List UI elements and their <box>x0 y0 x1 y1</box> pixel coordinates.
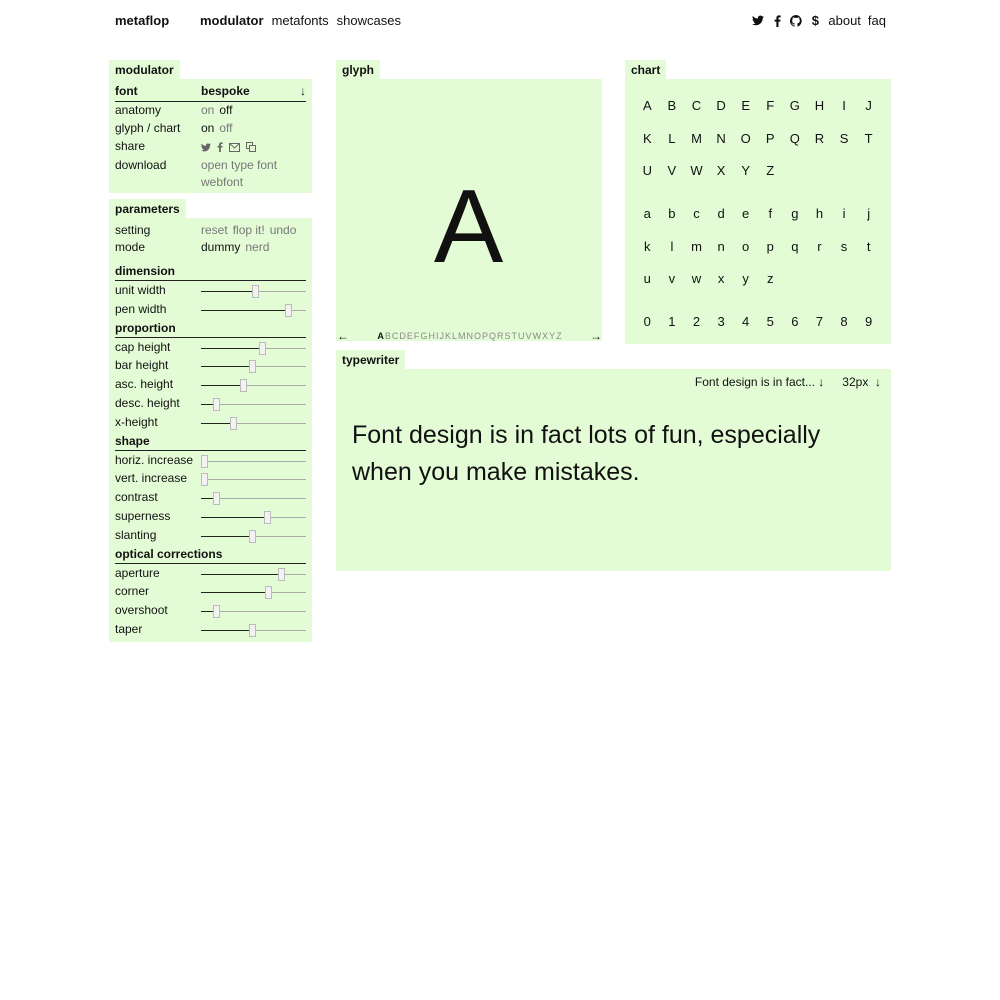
parameter-slider[interactable] <box>201 479 306 480</box>
chart-glyph[interactable]: K <box>642 130 652 146</box>
dollar-icon[interactable]: $ <box>811 13 819 28</box>
glyph-tab: glyph <box>336 60 380 79</box>
top-bar <box>115 13 886 31</box>
chart-glyph[interactable]: r <box>817 238 822 254</box>
slider-thumb[interactable] <box>264 511 271 524</box>
glyphchart-off-toggle[interactable]: off <box>219 121 233 135</box>
mode-nerd-toggle[interactable]: nerd <box>245 240 270 254</box>
parameter-label: cap height <box>115 339 171 354</box>
share-facebook-icon[interactable] <box>217 141 223 155</box>
chart-glyph[interactable]: y <box>742 271 749 286</box>
chart-glyph[interactable]: Z <box>766 163 775 178</box>
slider-thumb[interactable] <box>213 398 220 411</box>
parameter-label: contrast <box>115 490 158 505</box>
parameter-row <box>115 358 306 374</box>
parameter-label: pen width <box>115 301 167 316</box>
anatomy-on-toggle[interactable]: on <box>201 103 215 117</box>
glyph-letter[interactable]: L <box>451 331 457 341</box>
parameter-slider[interactable] <box>201 461 306 462</box>
slider-thumb[interactable] <box>252 285 259 298</box>
glyph-letter[interactable]: E <box>406 331 413 341</box>
modulator-panel <box>109 79 312 193</box>
chart-glyph[interactable]: U <box>642 163 652 178</box>
chart-glyph[interactable]: S <box>839 130 849 146</box>
share-mail-icon[interactable] <box>229 141 240 155</box>
parameter-slider[interactable] <box>201 423 306 424</box>
parameter-row <box>115 490 306 506</box>
parameter-label: desc. height <box>115 396 180 410</box>
parameter-row <box>115 396 306 412</box>
glyph-letter[interactable]: R <box>497 331 504 341</box>
glyph-letter[interactable]: B <box>384 331 391 341</box>
section-heading: proportion <box>115 321 306 338</box>
glyph-letter[interactable]: F <box>413 331 420 341</box>
chart-glyph[interactable]: v <box>668 271 676 286</box>
share-twitter-icon[interactable] <box>201 141 211 155</box>
font-select[interactable]: bespoke <box>201 84 250 98</box>
parameter-slider[interactable] <box>201 291 306 292</box>
slider-thumb[interactable] <box>213 492 220 505</box>
anatomy-row <box>115 103 306 119</box>
parameter-label: x-height <box>115 414 158 429</box>
share-row <box>115 139 306 155</box>
download-row-2 <box>115 175 306 191</box>
chart-glyph[interactable]: p <box>766 238 774 254</box>
slider-thumb[interactable] <box>259 342 266 355</box>
slider-thumb[interactable] <box>213 605 220 618</box>
chart-glyph[interactable]: B <box>667 98 677 113</box>
parameter-row <box>115 622 306 638</box>
faq-link[interactable]: faq <box>867 13 886 28</box>
parameter-slider[interactable] <box>201 611 306 612</box>
chart-glyph[interactable]: Q <box>789 130 800 146</box>
glyphchart-row <box>115 121 306 137</box>
typewriter-controls <box>695 375 881 389</box>
typewriter-text[interactable]: Font design is in fact lots of fun, especially when you make mistakes. <box>352 421 821 486</box>
slider-thumb[interactable] <box>249 530 256 543</box>
chart-glyph[interactable]: H <box>814 98 825 113</box>
chart-panel <box>625 79 891 344</box>
chart-glyph[interactable]: A <box>642 98 652 113</box>
flop-it-button[interactable]: flop it! <box>232 223 265 237</box>
parameter-slider[interactable] <box>201 498 306 499</box>
section-heading: optical corrections <box>115 547 306 564</box>
parameter-label: overshoot <box>115 603 168 618</box>
slider-fill <box>201 592 265 593</box>
chart-glyph[interactable]: 4 <box>742 314 750 329</box>
parameter-row <box>115 509 306 525</box>
chart-glyph[interactable]: M <box>691 130 702 146</box>
parameter-label: asc. height <box>115 377 174 392</box>
glyph-letter[interactable]: A <box>377 331 384 341</box>
parameter-slider[interactable] <box>201 630 306 631</box>
glyph-letter[interactable]: C <box>391 331 399 341</box>
parameter-slider[interactable] <box>201 574 306 575</box>
parameter-row <box>115 340 306 356</box>
chart-glyph[interactable]: N <box>716 130 726 146</box>
about-link[interactable]: about <box>828 13 861 28</box>
parameter-label: aperture <box>115 565 160 580</box>
chart-glyph[interactable]: n <box>717 238 725 254</box>
chart-glyph[interactable]: u <box>643 271 651 286</box>
slider-fill <box>201 423 230 424</box>
parameter-slider[interactable] <box>201 536 306 537</box>
chart-glyph[interactable]: 3 <box>717 314 725 329</box>
parameter-slider[interactable] <box>201 592 306 593</box>
glyph-letter[interactable]: M <box>457 331 466 341</box>
mode-label: mode <box>115 240 146 254</box>
glyph-letter-list <box>377 331 561 341</box>
parameter-slider[interactable] <box>201 310 306 311</box>
chart-glyph[interactable]: J <box>865 98 872 113</box>
github-icon[interactable] <box>790 15 802 27</box>
chart-glyph[interactable]: I <box>842 98 846 113</box>
reset-button[interactable]: reset <box>201 223 228 237</box>
chart-glyph[interactable]: c <box>693 206 700 221</box>
glyph-letter[interactable]: N <box>466 331 473 341</box>
parameter-slider[interactable] <box>201 366 306 367</box>
section-heading: shape <box>115 434 306 451</box>
slider-fill <box>201 310 285 311</box>
parameter-label: vert. increase <box>115 471 188 486</box>
parameter-slider[interactable] <box>201 517 306 518</box>
chart-glyph[interactable]: g <box>791 206 799 221</box>
chart-glyph[interactable]: d <box>717 206 725 221</box>
chart-glyph[interactable]: F <box>766 98 775 113</box>
glyph-letter[interactable]: H <box>428 331 435 341</box>
chart-glyph[interactable]: h <box>815 206 824 221</box>
chart-glyph[interactable]: 1 <box>668 314 676 329</box>
parameter-row <box>115 283 306 299</box>
slider-thumb[interactable] <box>201 473 208 486</box>
parameter-slider[interactable] <box>201 385 306 386</box>
parameters-panel <box>109 218 312 642</box>
slider-thumb[interactable] <box>201 455 208 468</box>
parameter-row <box>115 566 306 582</box>
chart-glyph[interactable]: w <box>691 271 702 286</box>
chart-glyph[interactable]: 2 <box>692 314 701 329</box>
chart-glyph[interactable]: 9 <box>865 314 873 329</box>
glyph-letter[interactable]: T <box>511 331 518 341</box>
parameter-row <box>115 584 306 600</box>
chart-glyph[interactable]: z <box>767 271 774 286</box>
chart-glyph[interactable]: 8 <box>840 314 848 329</box>
parameter-row <box>115 471 306 487</box>
brand-logo[interactable]: metaflop <box>115 13 170 28</box>
share-copy-icon[interactable] <box>246 141 256 155</box>
chart-glyph[interactable]: e <box>742 206 750 221</box>
download-row <box>115 158 306 174</box>
chart-uppercase-grid <box>635 98 881 196</box>
chart-glyph[interactable]: 6 <box>791 314 799 329</box>
slider-fill <box>201 385 240 386</box>
chart-glyph[interactable]: R <box>814 130 825 146</box>
parameter-label: superness <box>115 509 171 523</box>
chart-glyph[interactable]: C <box>691 98 702 113</box>
parameter-label: corner <box>115 584 150 599</box>
slider-fill <box>201 404 213 405</box>
parameter-label: bar height <box>115 358 169 373</box>
right-nav <box>752 13 886 28</box>
slider-thumb[interactable] <box>249 624 256 637</box>
chart-glyph[interactable]: a <box>643 206 651 221</box>
slider-fill <box>201 517 264 518</box>
parameter-label: unit width <box>115 283 166 297</box>
glyph-letter[interactable]: W <box>532 331 542 341</box>
slider-fill <box>201 611 213 612</box>
chart-glyph[interactable]: l <box>670 238 674 254</box>
glyphchart-label: glyph / chart <box>115 121 181 135</box>
chart-glyph[interactable]: j <box>867 206 871 221</box>
parameter-row <box>115 453 306 469</box>
chart-glyph[interactable]: t <box>866 238 871 254</box>
chart-glyph[interactable]: 5 <box>766 314 774 329</box>
glyph-letter[interactable]: Q <box>489 331 497 341</box>
glyph-letter[interactable]: Y <box>549 331 556 341</box>
parameter-row <box>115 302 306 318</box>
glyph-letter[interactable]: P <box>482 331 489 341</box>
section-heading: dimension <box>115 264 306 281</box>
next-glyph-arrow-icon[interactable]: → <box>589 329 602 343</box>
font-label: font <box>115 84 138 98</box>
glyph-letter[interactable]: S <box>504 331 511 341</box>
slider-thumb[interactable] <box>249 360 256 373</box>
parameter-row <box>115 603 306 619</box>
parameter-label: horiz. increase <box>115 452 194 467</box>
chart-glyph[interactable]: m <box>691 238 702 254</box>
glyph-letter[interactable]: X <box>542 331 549 341</box>
glyph-letter[interactable]: I <box>435 331 439 341</box>
font-size-select[interactable]: 32px ↓ <box>842 375 881 389</box>
glyph-letter[interactable]: J <box>439 331 444 341</box>
glyph-panel <box>336 79 602 341</box>
font-row[interactable] <box>115 84 306 102</box>
nav-modulator[interactable]: modulator <box>200 13 264 28</box>
chart-tab: chart <box>625 60 666 79</box>
slider-fill <box>201 291 252 292</box>
chart-glyph[interactable]: O <box>740 130 751 146</box>
download-otf-link[interactable]: open type font <box>201 158 278 172</box>
slider-fill <box>201 348 259 349</box>
parameter-slider[interactable] <box>201 404 306 405</box>
font-dropdown-arrow-icon[interactable]: ↓ <box>300 84 306 98</box>
chart-glyph[interactable]: D <box>716 98 726 113</box>
nav-metafonts[interactable]: metafonts <box>271 13 329 28</box>
chart-glyph[interactable]: P <box>765 130 775 146</box>
parameter-slider[interactable] <box>201 348 306 349</box>
glyph-preview: A <box>433 169 504 285</box>
download-label: download <box>115 158 167 172</box>
chart-glyph[interactable]: V <box>667 163 677 178</box>
glyph-letter[interactable]: U <box>518 331 525 341</box>
modulator-tab: modulator <box>109 60 180 79</box>
parameter-label: taper <box>115 622 143 636</box>
chart-glyph[interactable]: Y <box>741 163 750 178</box>
slider-thumb[interactable] <box>230 417 237 430</box>
chart-glyph[interactable]: E <box>741 98 750 113</box>
chart-glyph[interactable]: 7 <box>815 314 824 329</box>
main-nav <box>200 13 401 28</box>
anatomy-off-toggle[interactable]: off <box>219 103 233 117</box>
setting-label: setting <box>115 223 151 237</box>
parameter-row <box>115 377 306 393</box>
parameters-tab: parameters <box>109 199 186 218</box>
undo-button[interactable]: undo <box>269 223 297 237</box>
chart-glyph[interactable]: X <box>716 163 726 178</box>
parameter-row <box>115 528 306 544</box>
chart-glyph[interactable]: G <box>789 98 800 113</box>
slider-fill <box>201 574 278 575</box>
text-sample-select[interactable]: Font design is in fact... ↓ <box>694 375 825 389</box>
chart-glyph[interactable]: W <box>690 163 703 178</box>
slider-fill <box>201 536 249 537</box>
chart-digits-grid <box>635 314 881 347</box>
chart-glyph[interactable]: f <box>768 206 773 221</box>
slider-fill <box>201 366 249 367</box>
chart-glyph[interactable]: k <box>644 238 651 254</box>
glyph-letter[interactable]: D <box>399 331 406 341</box>
slider-fill <box>201 498 213 499</box>
chart-glyph[interactable]: b <box>668 206 676 221</box>
slider-thumb[interactable] <box>285 304 292 317</box>
chart-lowercase-grid <box>635 206 881 304</box>
mode-dummy-toggle[interactable]: dummy <box>201 240 241 254</box>
chart-glyph[interactable]: 0 <box>643 314 651 329</box>
facebook-icon[interactable] <box>771 15 783 27</box>
anatomy-label: anatomy <box>115 103 162 117</box>
nav-showcases[interactable]: showcases <box>336 13 401 28</box>
mode-row <box>115 240 306 256</box>
share-label: share <box>115 139 146 153</box>
slider-thumb[interactable] <box>278 568 285 581</box>
glyph-letter[interactable]: K <box>444 331 451 341</box>
parameter-label: slanting <box>115 527 157 542</box>
slider-thumb[interactable] <box>240 379 247 392</box>
setting-row <box>115 223 306 239</box>
chart-glyph[interactable]: L <box>668 130 676 146</box>
slider-thumb[interactable] <box>265 586 272 599</box>
chart-glyph[interactable]: i <box>842 206 846 221</box>
glyph-letter[interactable]: Z <box>556 331 562 341</box>
typewriter-tab: typewriter <box>336 350 405 369</box>
prev-glyph-arrow-icon[interactable]: ← <box>337 329 349 343</box>
glyph-letter[interactable]: G <box>420 331 428 341</box>
glyph-letter[interactable]: O <box>473 331 481 341</box>
chart-glyph[interactable]: s <box>840 238 848 254</box>
parameter-row <box>115 415 306 431</box>
typewriter-panel <box>336 369 891 571</box>
chart-glyph[interactable]: q <box>791 238 799 254</box>
slider-fill <box>201 630 249 631</box>
chart-glyph[interactable]: o <box>742 238 750 254</box>
chart-glyph[interactable]: x <box>717 271 725 286</box>
glyph-selector <box>337 329 602 343</box>
download-webfont-link[interactable]: webfont <box>201 175 244 189</box>
glyph-letter[interactable]: V <box>525 331 532 341</box>
twitter-icon[interactable] <box>752 15 764 27</box>
glyphchart-on-toggle[interactable]: on <box>201 121 215 135</box>
chart-glyph[interactable]: T <box>864 130 873 146</box>
